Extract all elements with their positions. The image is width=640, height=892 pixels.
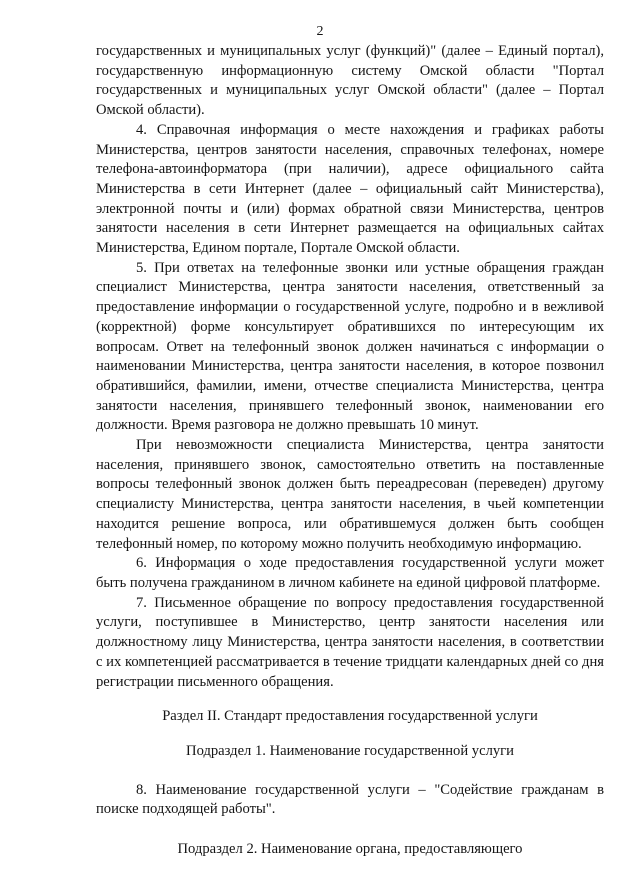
section-title: Раздел II. Стандарт предоставления государственной услуги	[162, 708, 538, 725]
subsection-2-title: Подраздел 2. Наименование органа, предоставляющего	[177, 841, 523, 858]
paragraph-6: 6. Информация о ходе предоставления государственной услуги может быть получена гражданином в личном кабинете на единой цифровой платформе.	[96, 555, 604, 591]
paragraph-5: 5. При ответах на телефонные звонки или устные обращения граждан специалист Министерства, центра занятости населения, ответственный за предоставление информации о государственной услуге, подробно и в вежливой (корректной) форме консультирует обратившихся по интересующим их вопросам. Ответ на телефонный звонок должен начинаться с информации о наименовании Министерства, центра занятости населения, в которое позвонил обратившийся, фамилии, имени, отчестве специалиста Министерства, центра занятости населения, принявшего телефонный звонок, наименовании его должности. Время разговора не должно превышать 10 минут.	[96, 259, 604, 434]
subsection-1-title: Подраздел 1. Наименование государственной услуги	[186, 742, 514, 759]
paragraph-continuation: государственных и муниципальных услуг (функций)" (далее – Единый портал), государственную информационную систему Омской области "Портал государственных и муниципальных услуг Омской области" (далее – Портал Омской области).	[96, 43, 604, 119]
paragraph-5-continued: При невозможности специалиста Министерства, центра занятости населения, принявшего звонок, самостоятельно ответить на поставленные вопросы телефонный звонок должен быть переадресован (переведен) другому специалисту Министерства, центра занятости населения, в чьей компетенции находится решение вопроса, или обратившемуся должен быть сообщен телефонный номер, по которому можно получить необходимую информацию.	[96, 437, 604, 552]
paragraph-4: 4. Справочная информация о месте нахождения и графиках работы Министерства, центров занятости населения, справочных телефонах, номере телефона-автоинформатора (при наличии), адресе официального сайта Министерства в сети Интернет (далее – официальный сайт Министерства), электронной почты и (или) формах обратной связи Министерства, центров занятости населения в сети Интернет размещается на официальных сайтах Министерства, Едином портале, Портале Омской области.	[96, 121, 604, 257]
paragraph-7: 7. Письменное обращение по вопросу предоставления государственной услуги, поступившее в Министерство, центр занятости населения или должностному лицу Министерства, центра занятости населения, в соответствии с их компетенцией рассматривается в течение тридцати календарных дней со дня регистрации письменного обращения.	[96, 594, 604, 690]
paragraph-8: 8. Наименование государственной услуги – "Содействие гражданам в поиске подходящей работы".	[96, 781, 604, 818]
document-body	[96, 42, 604, 860]
page-number: 2	[316, 24, 324, 39]
